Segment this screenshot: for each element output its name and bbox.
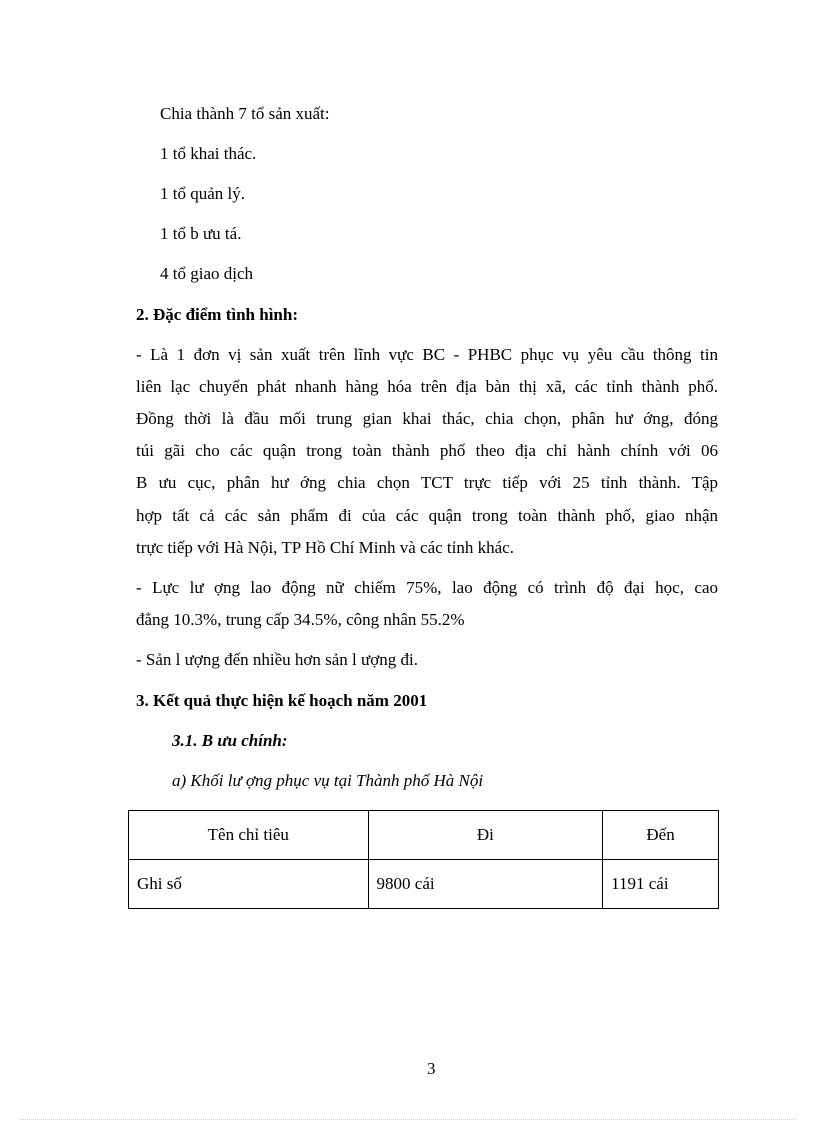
para1-line: - Là 1 đơn vị sản xuất trên lĩnh vực BC - PHBC phục vụ yêu cầu thông tin [136,345,718,364]
page-bottom-rule [20,1119,796,1120]
para1-line: túi gãi cho các quận trong toàn thành phố theo địa chỉ hành chính với 06 [136,441,718,460]
units-heading: Chia thành 7 tổ sản xuất: [160,104,330,123]
para2-line: - Lực lư ợng lao động nữ chiếm 75%, lao động có trình độ đại học, cao [136,578,718,597]
table-cell: Ghi số [129,860,369,909]
table-header-cell: Đi [368,811,603,860]
unit-item: 4 tổ giao dịch [160,264,254,283]
table-row [129,860,719,909]
para1-line: Đồng thời là đầu mối trung gian khai thác, chia chọn, phân hư ớng, đóng [136,409,718,428]
table-caption: a) Khối lư ợng phục vụ tại Thành phố Hà Nội [172,771,484,790]
para3: - Sản l ượng đến nhiều hơn sản l ượng đi. [136,650,418,669]
unit-item: 1 tổ khai thác. [160,144,257,163]
unit-item: 1 tổ quản lý. [160,184,245,203]
unit-item: 1 tổ b ưu tá. [160,224,242,243]
page-number: 3 [427,1059,436,1078]
para1-line: hợp tất cả các sản phẩm đi của các quận trong toàn thành phố, giao nhận [136,506,718,525]
table-header-cell: Tên chỉ tiêu [129,811,369,860]
section-3-title: 3. Kết quả thực hiện kế hoạch năm 2001 [136,691,428,710]
table-cell: 9800 cái [368,860,603,909]
section-3-1-subtitle: 3.1. B ưu chính: [172,731,288,750]
para1-line: B ưu cục, phân hư ớng chia chọn TCT trực tiếp với 25 tỉnh thành. Tập [136,473,718,492]
para2-line-last: đẳng 10.3%, trung cấp 34.5%, công nhân 55.2% [136,610,465,629]
table-cell: 1191 cái [603,860,719,909]
section-2-title: 2. Đặc điểm tình hình: [136,305,298,324]
table-header-cell: Đến [603,811,719,860]
table-header-row [129,811,719,860]
data-table [128,810,719,909]
para1-line: liên lạc chuyển phát nhanh hàng hóa trên địa bàn thị xã, các tỉnh thành phố. [136,377,718,396]
para1-line-last: trực tiếp với Hà Nội, TP Hồ Chí Minh và các tỉnh khác. [136,538,514,557]
